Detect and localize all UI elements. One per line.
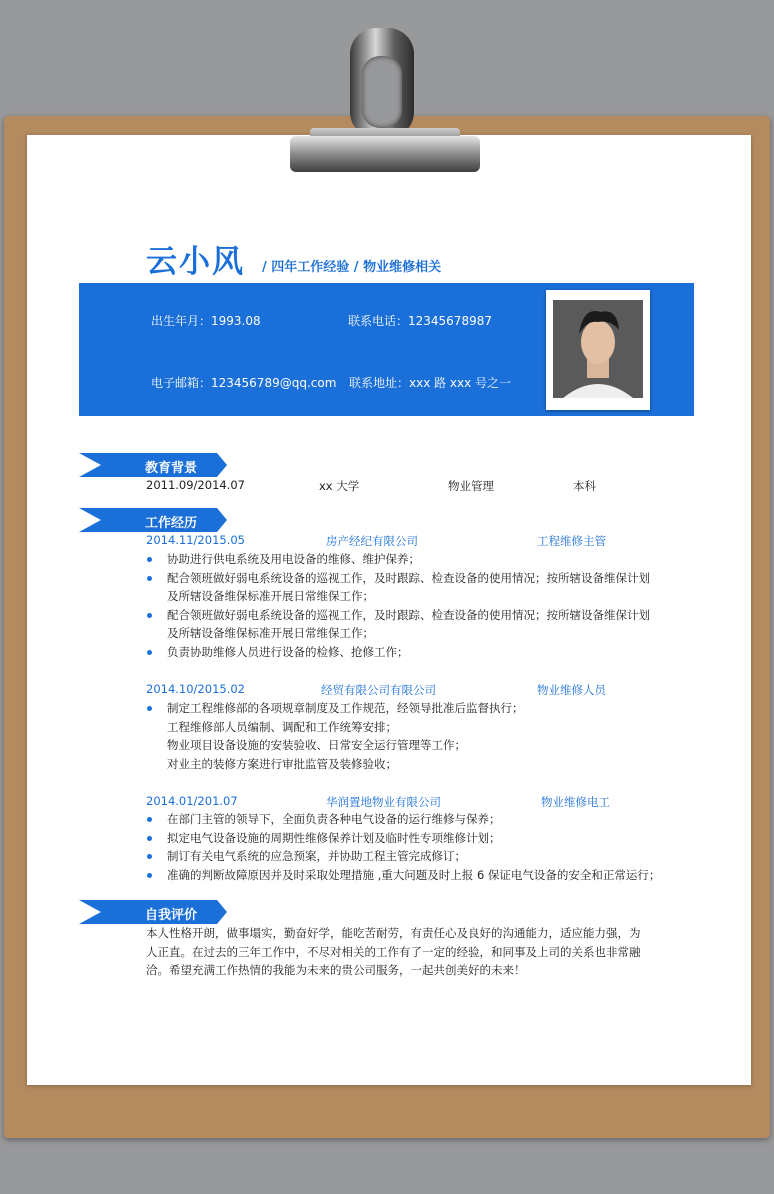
self-evaluation-text: 本人性格开朗，做事塌实，勤奋好学，能吃苦耐劳，有责任心及良好的沟通能力，适应能力强，为人正直。在过去的三年工作中，不尽对相关的工作有了一定的经验，和同事及上司的关系也非常融洽。希望充满工作热情的我能为未来的贵公司服务，一起共创美好的未来！ <box>146 926 641 977</box>
list-item: 配合领班做好弱电系统设备的巡视工作，及时跟踪、检查设备的使用情况；按所辖设备维保计划 <box>146 606 650 625</box>
job-3-period: 2014.01/201.07 <box>146 794 238 808</box>
list-item: 协助进行供电系统及用电设备的维修、维护保养； <box>146 550 650 569</box>
list-item: 配合领班做好弱电系统设备的巡视工作，及时跟踪、检查设备的使用情况；按所辖设备维保计划 <box>146 569 650 588</box>
phone-number: 联系电话：12345678987 <box>348 314 492 328</box>
home-address: 联系地址：xxx 路 xxx 号之一 <box>349 376 512 390</box>
candidate-subtitle: / 四年工作经验 / 物业维修相关 <box>262 260 442 275</box>
education-major: 物业管理 <box>448 479 494 493</box>
job-2-duties <box>146 699 524 773</box>
self-evaluation-heading: 自我评价 <box>79 900 227 924</box>
job-2-company: 经贸有限公司有限公司 <box>321 683 436 697</box>
job-2-period: 2014.10/2015.02 <box>146 682 245 696</box>
email-address: 电子邮箱：123456789@qq.com <box>151 376 337 390</box>
job-3-company: 华润置地物业有限公司 <box>326 795 441 809</box>
work-heading: 工作经历 <box>79 508 227 532</box>
job-1-company: 房产经纪有限公司 <box>326 534 418 548</box>
education-period: 2011.09/2014.07 <box>146 478 245 492</box>
education-school: xx 大学 <box>319 479 360 493</box>
education-heading: 教育背景 <box>79 453 227 477</box>
list-item: 及所辖设备维保标准开展日常维保工作； <box>167 626 374 640</box>
job-2-position: 物业维修人员 <box>537 683 606 697</box>
candidate-name: 云小风 <box>146 244 245 280</box>
job-1-duties <box>146 550 650 661</box>
list-item: 制定工程维修部的各项规章制度及工作规范，经领导批准后监督执行； <box>146 699 524 718</box>
job-3-duties <box>146 810 660 884</box>
list-item: 物业项目设备设施的安装验收、日常安全运行管理等工作； <box>167 738 466 752</box>
list-item: 拟定电气设备设施的周期性维修保养计划及临时性专项维修计划； <box>146 829 660 848</box>
job-3-position: 物业维修电工 <box>541 795 610 809</box>
list-item: 在部门主管的领导下，全面负责各种电气设备的运行维修与保养； <box>146 810 660 829</box>
job-1-period: 2014.11/2015.05 <box>146 533 245 547</box>
list-item: 对业主的装修方案进行审批监管及装修验收； <box>167 756 397 771</box>
job-1-position: 工程维修主管 <box>537 534 606 548</box>
list-item: 准确的判断故障原因并及时采取处理措施 ,重大问题及时上报 6 保证电气设备的安全和正常运行； <box>146 866 660 885</box>
list-item: 负责协助维修人员进行设备的检修、抢修工作； <box>146 643 650 662</box>
list-item: 工程维修部人员编制、调配和工作统筹安排； <box>167 719 397 734</box>
birth-date: 出生年月：1993.08 <box>151 314 261 328</box>
list-item: 及所辖设备维保标准开展日常维保工作； <box>167 589 374 603</box>
clip-icon <box>290 28 480 178</box>
education-degree: 本科 <box>573 479 596 493</box>
list-item: 制订有关电气系统的应急预案，并协助工程主管完成修订； <box>146 847 660 866</box>
profile-photo <box>546 290 650 410</box>
